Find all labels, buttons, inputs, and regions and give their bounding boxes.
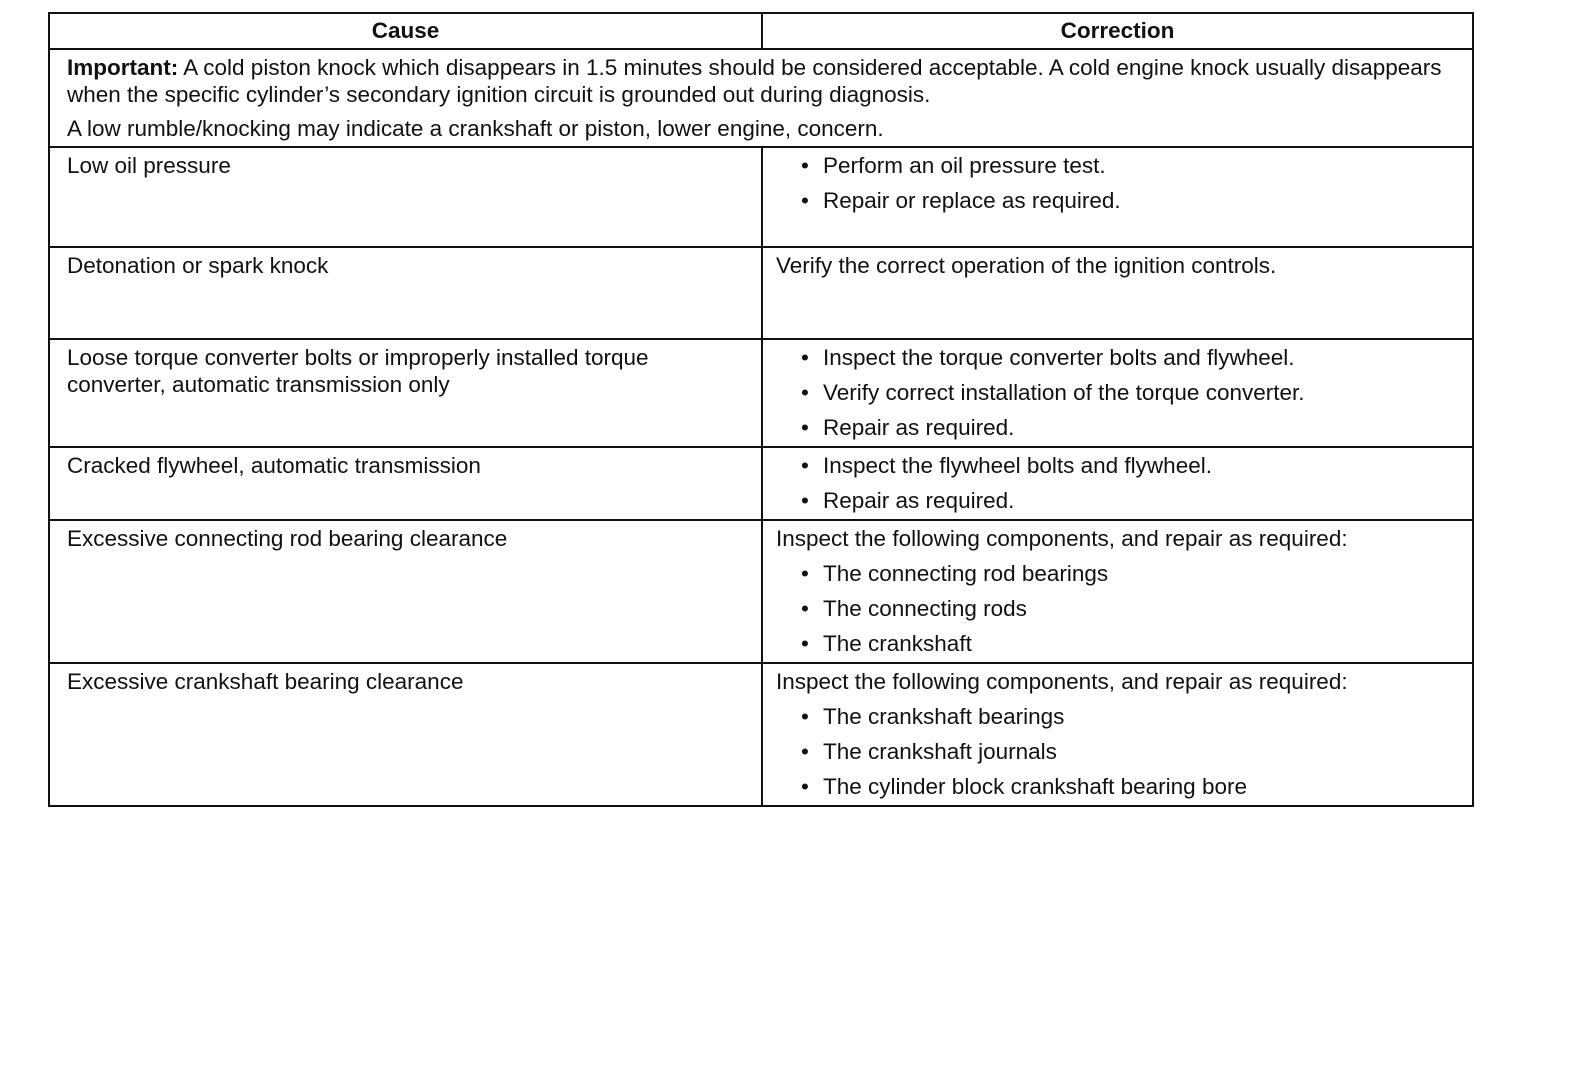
correction-cell <box>762 147 1473 247</box>
cause-text: Detonation or spark knock <box>67 253 329 278</box>
important-note-paragraph <box>67 54 1460 108</box>
table-row <box>49 663 1473 806</box>
list-item: • Repair or replace as required. <box>801 187 1460 214</box>
cause-text: Loose torque converter bolts or improperly installed torque converter, automatic transmission only <box>67 345 649 397</box>
table-row <box>49 339 1473 447</box>
list-item: • Inspect the torque converter bolts and flywheel. <box>801 344 1460 371</box>
list-item: • The crankshaft <box>801 630 1460 657</box>
correction-column-header: Correction <box>762 13 1473 49</box>
cause-text: Cracked flywheel, automatic transmission <box>67 453 481 478</box>
correction-bullet-list <box>776 452 1460 514</box>
lower-engine-note: A low rumble/knocking may indicate a crankshaft or piston, lower engine, concern. <box>67 116 884 141</box>
correction-intro: Inspect the following components, and repair as required: <box>776 669 1348 694</box>
cause-text: Low oil pressure <box>67 153 231 178</box>
important-note-row <box>49 49 1473 147</box>
correction-cell <box>762 663 1473 806</box>
cause-column-header: Cause <box>49 13 762 49</box>
list-item: • The connecting rods <box>801 595 1460 622</box>
cause-cell <box>49 447 762 520</box>
list-item: • Repair as required. <box>801 487 1460 514</box>
correction-cell <box>762 339 1473 447</box>
table-row <box>49 147 1473 247</box>
list-item: • The connecting rod bearings <box>801 560 1460 587</box>
list-item: • Repair as required. <box>801 414 1460 441</box>
list-item: • The crankshaft journals <box>801 738 1460 765</box>
correction-bullet-list <box>776 344 1460 441</box>
correction-bullet-list <box>776 152 1460 214</box>
cause-text: Excessive connecting rod bearing clearance <box>67 526 508 551</box>
list-item: • Verify correct installation of the torque converter. <box>801 379 1460 406</box>
cause-text: Excessive crankshaft bearing clearance <box>67 669 464 694</box>
important-label: Important: <box>67 55 179 80</box>
cause-cell <box>49 520 762 663</box>
cause-cell <box>49 247 762 339</box>
correction-intro: Inspect the following components, and repair as required: <box>776 526 1348 551</box>
diagnostic-table <box>48 12 1474 807</box>
list-item: • The cylinder block crankshaft bearing bore <box>801 773 1460 800</box>
important-note-text: A cold piston knock which disappears in 1.5 minutes should be considered acceptable. A cold engine knock usually disappears when the specific cylinder’s secondary ignition circuit is grounded out during diagnosis. <box>67 55 1442 107</box>
correction-bullet-list <box>776 560 1460 657</box>
table-row <box>49 247 1473 339</box>
cause-cell <box>49 339 762 447</box>
table-row <box>49 447 1473 520</box>
list-item: • Inspect the flywheel bolts and flywheel. <box>801 452 1460 479</box>
correction-text: Verify the correct operation of the ignition controls. <box>776 253 1277 278</box>
table-header-row <box>49 13 1473 49</box>
list-item: • Perform an oil pressure test. <box>801 152 1460 179</box>
correction-bullet-list <box>776 703 1460 800</box>
cause-cell <box>49 147 762 247</box>
table-row <box>49 520 1473 663</box>
correction-cell <box>762 247 1473 339</box>
list-item: • The crankshaft bearings <box>801 703 1460 730</box>
important-note-cell <box>49 49 1473 147</box>
correction-cell <box>762 447 1473 520</box>
cause-cell <box>49 663 762 806</box>
correction-cell <box>762 520 1473 663</box>
